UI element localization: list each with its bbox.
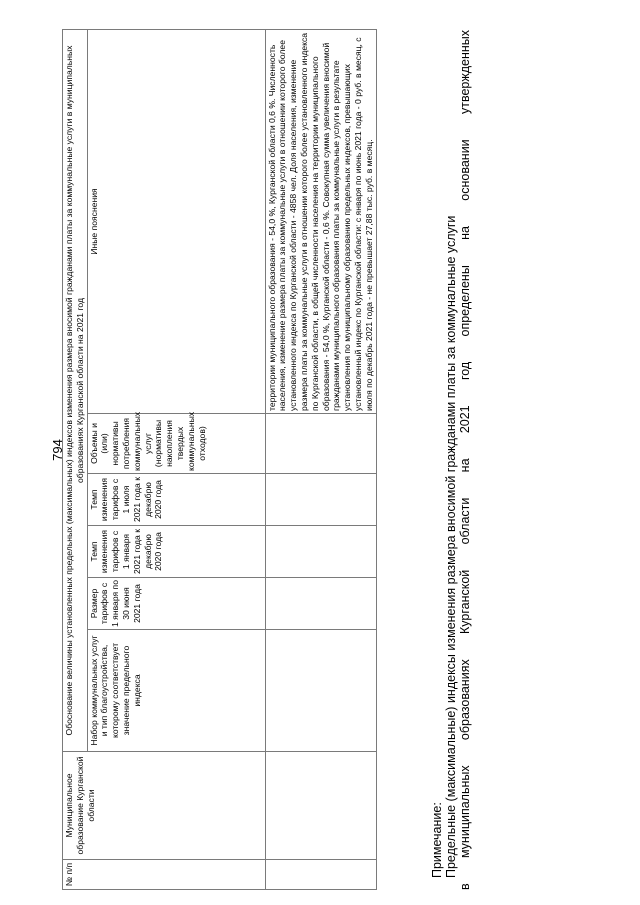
- cell-rate-jan: [265, 526, 376, 578]
- cell-municipality: [265, 752, 376, 860]
- note-title: Примечание:: [430, 802, 444, 878]
- subheader-rate-jan: Темп изменения тарифов с 1 января 2021 года к декабрю 2020 года: [87, 526, 265, 578]
- cell-volumes: [265, 414, 376, 474]
- col-num-header: № п/п: [63, 860, 266, 890]
- table-header-row: [63, 29, 88, 889]
- cell-explanation: территории муниципального образования - 54,0 %, Курганской области 0,6 %. Численность населения, изменение размера платы за коммунальные услуги в отношении которого более установленного индекса по Курганской области - 4858 чел. Доля населения, изменение размера платы за коммунальные услуги в отношении которого более установленного индекса по Курганской области, в общей численности населения на территории муниципального образования - 54,0 %, Курганской области - 0,6 %. Совокупная сумма увеличения вносимой гражданами муниципального образования платы за коммунальные услуги в результате установления по муниципальному образованию предельных индексов, превышающих установленный индекс по Курганской области: с января по июнь 2021 года - 0 руб. в месяц, с июля по декабрь 2021 года - не превышает 27,88 тыс. руб. в месяц.: [265, 29, 376, 413]
- justification-table: [62, 29, 377, 890]
- subheader-set: Набор коммунальных услуг и тип благоустройства, которому соответствует значение предельного индекса: [87, 630, 265, 752]
- col-justification-header: Обоснование величины установленных предельных (максимальных) индексов изменения размера вносимой гражданами платы за коммунальные услуги в муниципальных образованиях Курганской области на 2021 год: [63, 29, 88, 751]
- subheader-explanation: Иные пояснения: [87, 29, 265, 413]
- cell-num: [265, 860, 376, 890]
- note-line-1: Предельные (максимальные) индексы изменения размера вносимой гражданами платы за коммунальные услуги: [444, 215, 458, 878]
- cell-tariff: [265, 578, 376, 630]
- cell-rate-jul: [265, 474, 376, 526]
- rotated-page: [50, 0, 610, 890]
- col-municipality-header: Муниципальное образование Курганской области: [63, 752, 266, 860]
- note-line-2: в муниципальных образованиях Курганской области на 2021 год определены на основании утвержденных: [458, 30, 472, 890]
- subheader-rate-jul: Темп изменения тарифов с 1 июля 2021 года к декабрю 2020 года: [87, 474, 265, 526]
- subheader-tariff: Размер тарифов с 1 января по 30 июня 2021 года: [87, 578, 265, 630]
- cell-set: [265, 630, 376, 752]
- page-number: 794: [50, 439, 65, 461]
- table-row: [265, 29, 376, 889]
- subheader-volumes: Объемы и (или) нормативы потребления коммунальных услуг (нормативы накопления твердых коммунальных отходов): [87, 414, 265, 474]
- note-block: [430, 30, 472, 890]
